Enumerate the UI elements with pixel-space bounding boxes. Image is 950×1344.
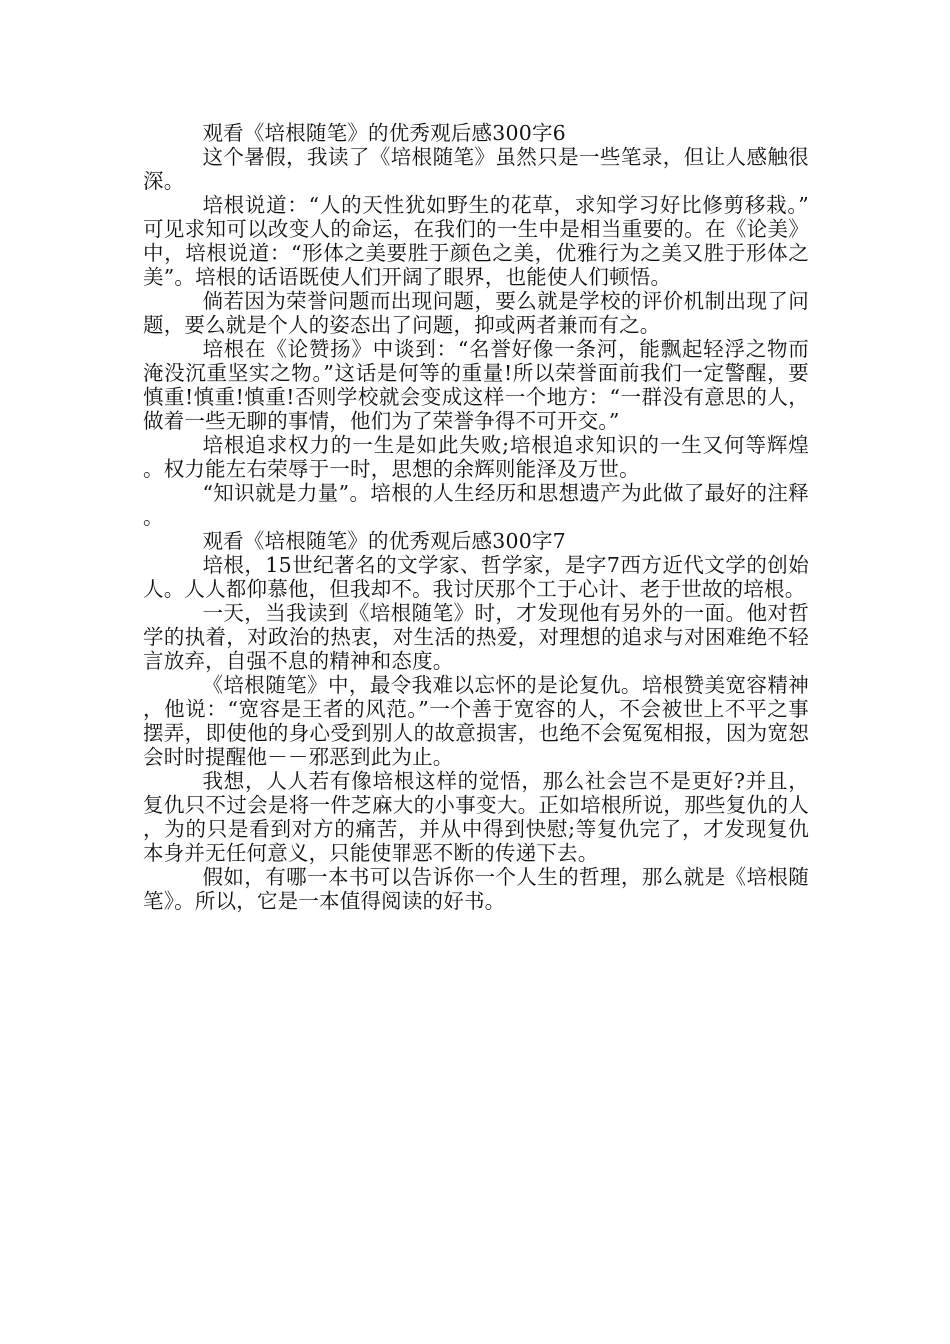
document-body bbox=[143, 121, 809, 913]
paragraph: 培根追求权力的一生是如此失败;培根追求知识的一生又何等辉煌。权力能左右荣辱于一时，思想的余辉则能泽及万世。 bbox=[143, 433, 809, 481]
paragraph: 倘若因为荣誉问题而出现问题，要么就是学校的评价机制出现了问题，要么就是个人的姿态出了问题，抑或两者兼而有之。 bbox=[143, 289, 809, 337]
paragraph: 培根，15世纪著名的文学家、哲学家，是字7西方近代文学的创始人。人人都仰慕他，但我却不。我讨厌那个工于心计、老于世故的培根。 bbox=[143, 553, 809, 601]
paragraph: 培根说道：“人的天性犹如野生的花草，求知学习好比修剪移栽。”可见求知可以改变人的命运，在我们的一生中是相当重要的。在《论美》中，培根说道：“形体之美要胜于颜色之美，优雅行为之美又胜于形体之美”。培根的话语既使人们开阔了眼界，也能使人们顿悟。 bbox=[143, 193, 809, 289]
paragraph: 假如，有哪一本书可以告诉你一个人生的哲理，那么就是《培根随笔》。所以，它是一本值得阅读的好书。 bbox=[143, 865, 809, 913]
paragraph: 《培根随笔》中，最令我难以忘怀的是论复仇。培根赞美宽容精神，他说：“宽容是王者的风范。”一个善于宽容的人，不会被世上不平之事摆弄，即使他的身心受到别人的故意损害，也绝不会冤冤相报，因为宽恕会时时提醒他－－邪恶到此为止。 bbox=[143, 673, 809, 769]
section-heading-6: 观看《培根随笔》的优秀观后感300字6 bbox=[202, 121, 566, 145]
section-heading-7: 观看《培根随笔》的优秀观后感300字7 bbox=[202, 529, 566, 553]
paragraph: 一天，当我读到《培根随笔》时，才发现他有另外的一面。他对哲学的执着，对政治的热衷，对生活的热爱，对理想的追求与对困难绝不轻言放弃，自强不息的精神和态度。 bbox=[143, 601, 809, 673]
paragraph: 我想，人人若有像培根这样的觉悟，那么社会岂不是更好?并且，复仇只不过会是将一件芝麻大的小事变大。正如培根所说，那些复仇的人，为的只是看到对方的痛苦，并从中得到快慰;等复仇完了，才发现复仇本身并无任何意义，只能使罪恶不断的传递下去。 bbox=[143, 769, 809, 865]
paragraph: 培根在《论赞扬》中谈到：“名誉好像一条河，能飘起轻浮之物而淹没沉重坚实之物。”这话是何等的重量!所以荣誉面前我们一定警醒，要慎重!慎重!慎重!否则学校就会变成这样一个地方：“一群没有意思的人，做着一些无聊的事情，他们为了荣誉争得不可开交。” bbox=[143, 337, 809, 433]
paragraph: “知识就是力量”。培根的人生经历和思想遗产为此做了最好的注释。 bbox=[143, 481, 809, 529]
paragraph: 这个暑假，我读了《培根随笔》虽然只是一些笔录，但让人感触很深。 bbox=[143, 145, 809, 193]
